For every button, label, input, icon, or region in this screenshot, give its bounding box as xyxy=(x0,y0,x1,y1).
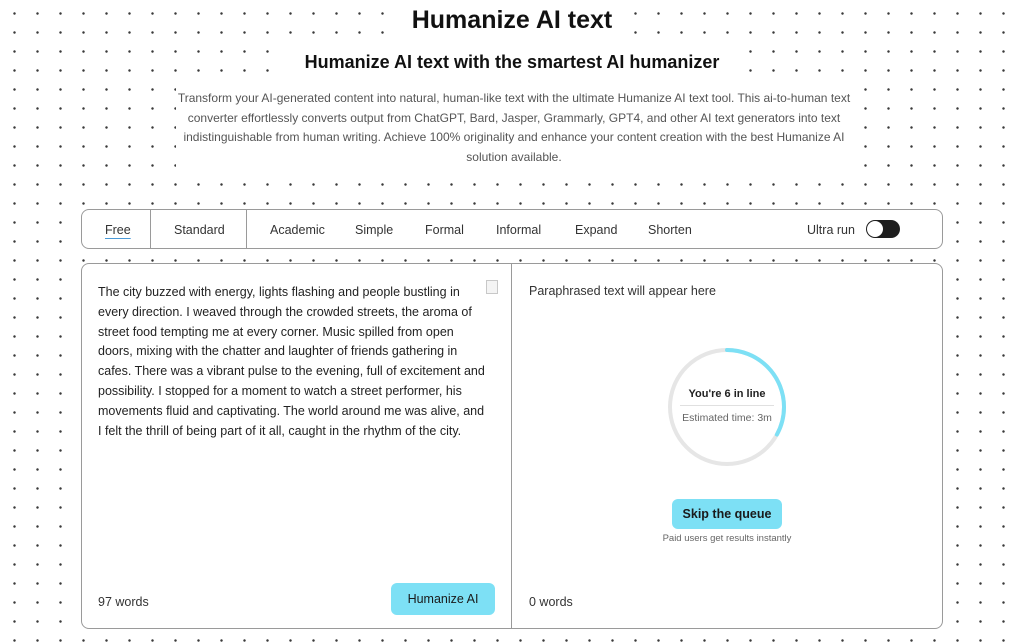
queue-divider xyxy=(680,405,774,406)
page-description: Transform your AI-generated content into natural, human-like text with the ultimate Humanize AI text tool. This ai-to-human text converter effortlessly converts output from ChatGPT, Bard, Jasper, Grammarly, GPT4, and other AI text generators into text indistinguishable from human writing. Achieve 100% originality and enhance your content creation with the best Humanize AI solution available. xyxy=(177,91,851,164)
mode-tab-shorten[interactable]: Shorten xyxy=(648,223,692,237)
ultra-run-label: Ultra run xyxy=(807,223,855,237)
page-title: Humanize AI text xyxy=(411,6,613,34)
input-textarea[interactable]: The city buzzed with energy, lights flashing and people bustling in every direction. I weaved through the crowded streets, the aroma of street food tempting me at every corner. Music spilled from open doors, mixing with the chatter and laughter of friends gathering in cafes. There was a vibrant pulse to the evening, full of excitement and possibility. I stopped for a moment to watch a street performer, his movements fluid and captivating. The world around me was alive, and I felt the thrill of being part of it all, caught in the rhythm of the city. xyxy=(98,285,485,438)
page-subtitle: Humanize AI text with the smartest AI humanizer xyxy=(304,52,720,72)
mode-tab-standard[interactable]: Standard xyxy=(174,223,225,237)
pane-divider xyxy=(511,264,512,628)
skip-queue-button[interactable]: Skip the queue xyxy=(672,499,782,529)
mode-tab-simple[interactable]: Simple xyxy=(355,223,394,237)
humanize-button[interactable]: Humanize AI xyxy=(391,583,495,615)
mode-tab-informal[interactable]: Informal xyxy=(496,223,542,237)
mode-tab-expand[interactable]: Expand xyxy=(575,223,618,237)
editor-panel xyxy=(81,263,943,629)
estimated-time-text: Estimated time: 3m xyxy=(682,412,772,424)
toggle-knob xyxy=(867,221,883,237)
queue-position-text: You're 6 in line xyxy=(688,388,766,400)
mode-tab-formal[interactable]: Formal xyxy=(425,223,464,237)
mode-divider xyxy=(150,210,151,248)
broken-image-icon xyxy=(486,280,498,294)
output-placeholder: Paraphrased text will appear here xyxy=(529,284,716,298)
input-word-count: 97 words xyxy=(98,595,149,609)
description-backdrop xyxy=(176,82,852,174)
ultra-run-toggle[interactable] xyxy=(866,220,900,238)
mode-tab-free[interactable]: Free xyxy=(105,223,131,237)
mode-divider xyxy=(246,210,247,248)
output-word-count: 0 words xyxy=(529,595,573,609)
title-backdrop xyxy=(395,2,629,38)
queue-progress-ring xyxy=(667,347,787,467)
skip-queue-note: Paid users get results instantly xyxy=(662,533,792,544)
subtitle-backdrop xyxy=(280,48,744,76)
mode-selector-bar xyxy=(81,209,943,249)
mode-tab-academic[interactable]: Academic xyxy=(270,223,325,237)
